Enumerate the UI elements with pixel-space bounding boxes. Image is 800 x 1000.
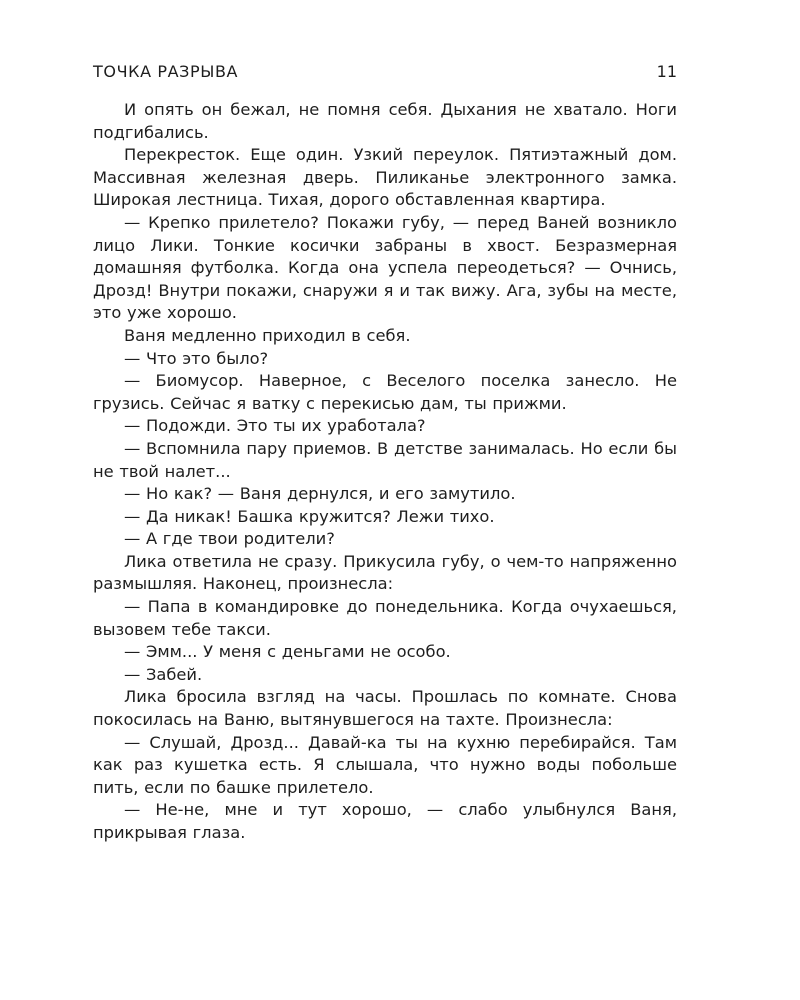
paragraph: Лика ответила не сразу. Прикусила губу, о чем-то напряженно размышляя. Наконец, произнесла:	[93, 551, 677, 594]
paragraph: — Подожди. Это ты их уработала?	[124, 416, 426, 436]
paragraph: — Папа в командировке до понедельника. Когда очухаешься, вызовем тебе такси.	[93, 597, 677, 639]
paragraph: — Не-не, мне и тут хорошо, — слабо улыбнулся Ваня, прикрывая глаза.	[93, 800, 677, 842]
page-number: 11	[656, 62, 677, 81]
paragraph: — Но как? — Ваня дернулся, и его замутило.	[124, 484, 516, 504]
paragraph: — Крепко прилетело? Покажи губу, — перед Ваней возникло лицо Лики. Тонкие косички забраны в хвост. Безразмерная домашняя футболка. Когда она успела переодеться? — Очнись, Дрозд! Внутри покажи, снаружи я и так вижу. Ага, зубы на месте, это уже хорошо.	[93, 212, 677, 323]
paragraph: — Эмм... У меня с деньгами не особо.	[124, 642, 451, 662]
body-text	[93, 99, 677, 845]
paragraph: — Забей.	[124, 664, 203, 684]
paragraph: Ваня медленно приходил в себя.	[124, 325, 411, 345]
paragraph: Лика бросила взгляд на часы. Прошлась по комнате. Снова покосилась на Ваню, вытянувшегося на тахте. Произнесла:	[93, 687, 677, 730]
running-header	[93, 62, 677, 86]
running-title: ТОЧКА РАЗРЫВА	[93, 62, 239, 81]
paragraph: — Вспомнила пару приемов. В детстве занималась. Но если бы не твой налет...	[93, 438, 677, 481]
paragraph: — Слушай, Дрозд... Давай-ка ты на кухню перебирайся. Там как раз кушетка есть. Я слышала, что нужно воды побольше пить, если по башке прилетело.	[93, 732, 677, 797]
paragraph: Перекресток. Еще один. Узкий переулок. Пятиэтажный дом. Массивная железная дверь. Пиликанье электронного замка. Широкая лестница. Тихая, дорого обставленная квартира.	[93, 145, 677, 210]
paragraph: И опять он бежал, не помня себя. Дыхания не хватало. Ноги подгибались.	[93, 100, 677, 142]
paragraph: — Что это было?	[124, 348, 269, 368]
paragraph: — А где твои родители?	[124, 529, 335, 549]
paragraph: — Да никак! Башка кружится? Лежи тихо.	[124, 506, 495, 526]
paragraph: — Биомусор. Наверное, с Веселого поселка занесло. Не грузись. Сейчас я ватку с перекисью дам, ты прижми.	[93, 371, 677, 413]
